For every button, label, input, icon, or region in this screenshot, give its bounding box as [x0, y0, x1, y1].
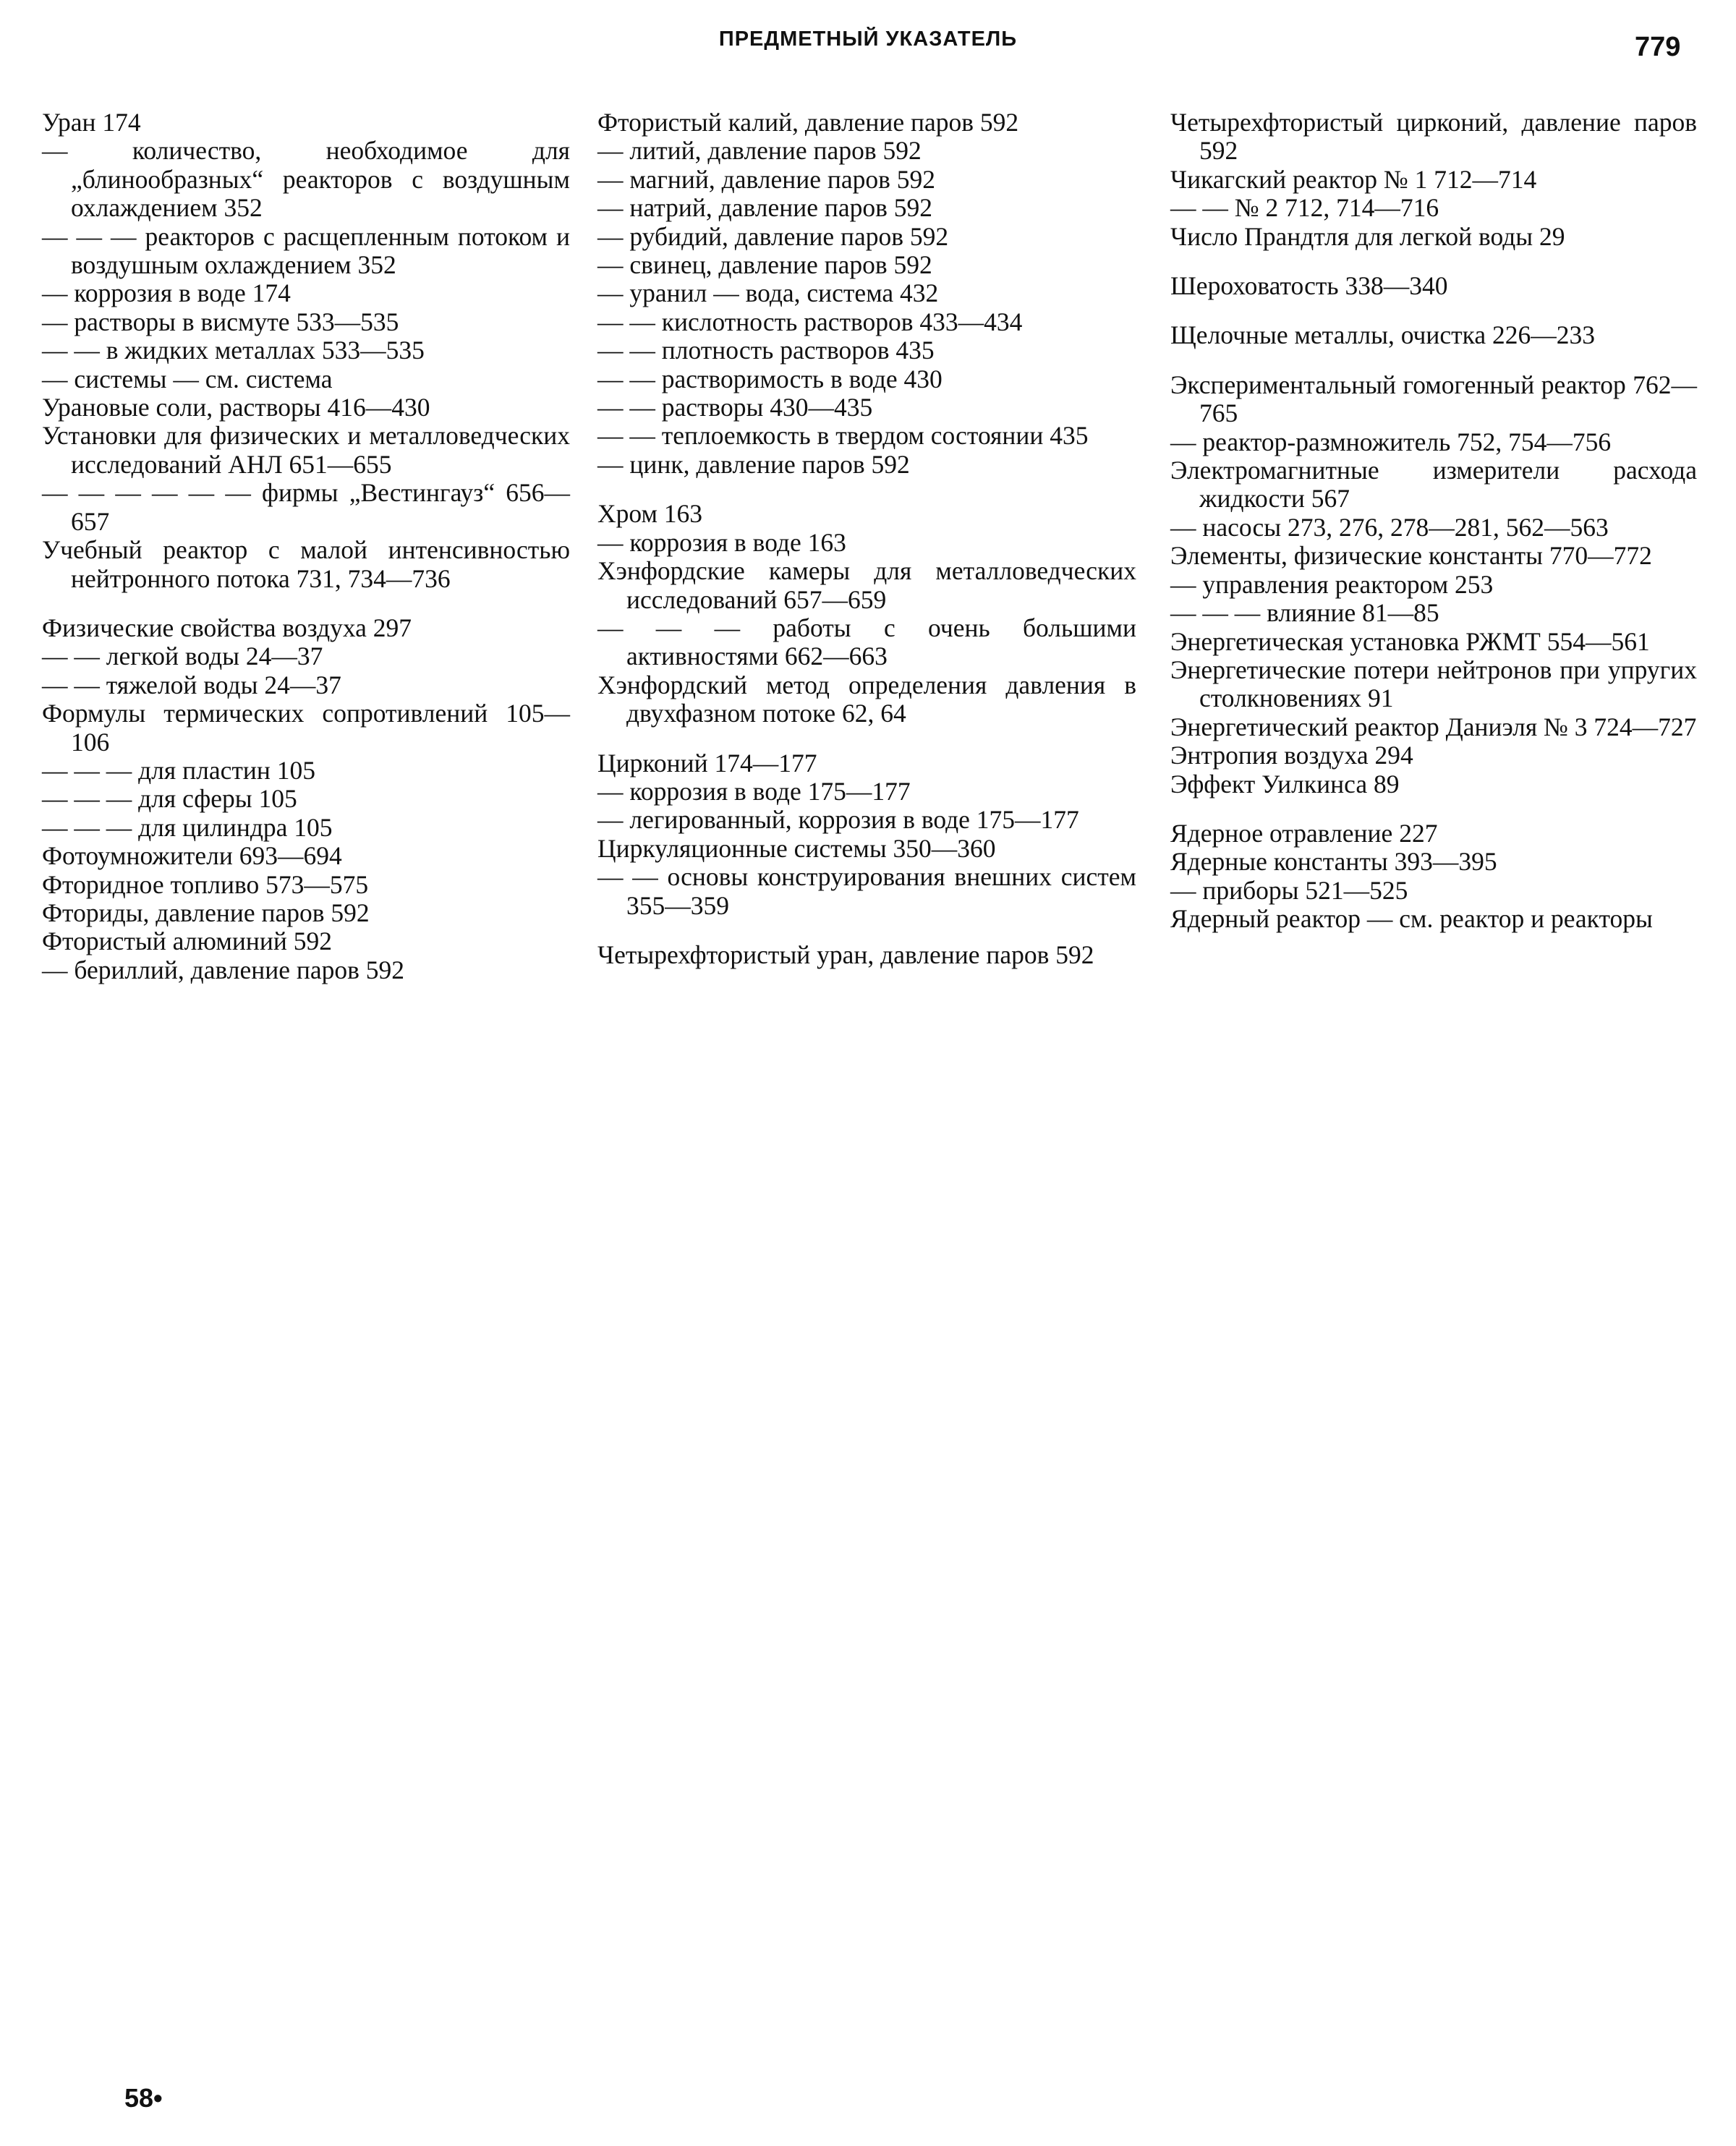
- index-entry: — — — работы с очень большими активностями 662—663: [597, 613, 1136, 671]
- index-entry: — количество, необходимое для „блинообразных“ реакторов с воздушным охлаждением 352: [42, 136, 570, 223]
- index-entry: Уран 174: [42, 108, 141, 137]
- index-entry: Фториды, давление паров 592: [42, 898, 370, 927]
- index-entry: — растворы в висмуте 533—535: [42, 307, 399, 336]
- index-entry: — реактор-размножитель 752, 754—756: [1170, 427, 1612, 456]
- index-entry: Энергетический реактор Даниэля № 3 724—727: [1170, 712, 1697, 741]
- index-entry: Цирконий 174—177: [597, 748, 817, 778]
- index-entry: Эффект Уилкинса 89: [1170, 769, 1400, 799]
- index-entry: — свинец, давление паров 592: [597, 250, 932, 280]
- index-entry: — — — влияние 81—85: [1170, 598, 1439, 628]
- index-entry: Урановые соли, растворы 416—430: [42, 393, 430, 422]
- index-entry: — — № 2 712, 714—716: [1170, 193, 1439, 223]
- index-entry: — управления реактором 253: [1170, 569, 1494, 599]
- index-entry: — легированный, коррозия в воде 175—177: [597, 805, 1079, 835]
- index-entry: Циркуляционные системы 350—360: [597, 833, 996, 863]
- index-column-1: [42, 108, 570, 984]
- index-entry: Хэнфордский метод определения давления в двухфазном потоке 62, 64: [597, 670, 1136, 728]
- index-entry: Фторидное топливо 573—575: [42, 869, 369, 899]
- index-entry: — бериллий, давление паров 592: [42, 955, 405, 984]
- index-entry: — — плотность растворов 435: [597, 336, 935, 365]
- index-column-2: [597, 108, 1136, 969]
- index-entry: Фтористый алюминий 592: [42, 927, 333, 956]
- index-entry: — — кислотность растворов 433—434: [597, 307, 1023, 336]
- index-entry: — магний, давление паров 592: [597, 164, 936, 194]
- index-column-3: [1170, 108, 1697, 934]
- index-entry: Число Прандтля для легкой воды 29: [1170, 221, 1565, 251]
- index-entry: — — растворимость в воде 430: [597, 364, 943, 393]
- index-entry: Фотоумножители 693—694: [42, 841, 342, 871]
- index-entry: Экспериментальный гомогенный реактор 762—765: [1170, 370, 1697, 428]
- index-entry: — — теплоемкость в твердом состоянии 435: [597, 421, 1089, 451]
- index-entry: Чикагский реактор № 1 712—714: [1170, 164, 1537, 194]
- index-entry: Ядерные константы 393—395: [1170, 847, 1497, 877]
- index-entry: Хэнфордские камеры для металловедческих исследований 657—659: [597, 556, 1136, 614]
- index-entry: — — растворы 430—435: [597, 393, 873, 422]
- signature-mark: 58•: [124, 2083, 163, 2113]
- index-entry: — рубидий, давление паров 592: [597, 221, 949, 251]
- index-entry: Установки для физических и металловедческих исследований АНЛ 651—655: [42, 421, 570, 479]
- index-entry: — — тяжелой воды 24—37: [42, 670, 341, 699]
- index-entry: Четырехфтористый цирконий, давление паров 592: [1170, 108, 1697, 166]
- index-entry: Хром 163: [597, 499, 703, 529]
- index-entry: — коррозия в воде 175—177: [597, 776, 911, 806]
- index-entry: Щелочные металлы, очистка 226—233: [1170, 320, 1596, 350]
- index-entry: — — в жидких металлах 533—535: [42, 336, 425, 365]
- index-entry: Ядерное отравление 227: [1170, 818, 1438, 848]
- index-entry: — — — реакторов с расщепленным потоком и воздушным охлаждением 352: [42, 221, 570, 280]
- index-entry: — системы — см. система: [42, 364, 333, 393]
- index-entry: — — основы конструирования внешних систем 355—359: [597, 862, 1136, 920]
- index-entry: Учебный реактор с малой интенсивностью нейтронного потока 731, 734—736: [42, 535, 570, 593]
- index-entry: Элементы, физические константы 770—772: [1170, 541, 1652, 571]
- index-entry: — — — — — — фирмы „Вестингауз“ 656—657: [42, 478, 570, 536]
- index-entry: — насосы 273, 276, 278—281, 562—563: [1170, 512, 1609, 542]
- index-entry: Четырехфтористый уран, давление паров 592: [597, 940, 1094, 969]
- index-entry: — — — для цилиндра 105: [42, 812, 333, 842]
- index-entry: — литий, давление паров 592: [597, 136, 922, 166]
- page-header-title: ПРЕДМЕТНЫЙ УКАЗАТЕЛЬ: [718, 27, 1018, 51]
- index-entry: Ядерный реактор — см. реактор и реакторы: [1170, 904, 1653, 934]
- index-entry: — цинк, давление паров 592: [597, 449, 910, 479]
- index-entry: Формулы термических сопротивлений 105—106: [42, 699, 570, 757]
- index-entry: — — — для сферы 105: [42, 784, 297, 814]
- index-entry: — приборы 521—525: [1170, 875, 1408, 905]
- index-entry: Электромагнитные измерители расхода жидкости 567: [1170, 456, 1697, 514]
- index-entry: Шероховатость 338—340: [1170, 271, 1448, 301]
- index-entry: — — — для пластин 105: [42, 755, 315, 785]
- index-entry: — уранил — вода, система 432: [597, 278, 939, 308]
- index-entry: Энергетическая установка РЖМТ 554—561: [1170, 626, 1650, 656]
- index-entry: — — легкой воды 24—37: [42, 642, 323, 671]
- index-entry: — натрий, давление паров 592: [597, 193, 933, 223]
- index-entry: Фтористый калий, давление паров 592: [597, 108, 1019, 137]
- page-number: 779: [1635, 32, 1681, 62]
- index-entry: Физические свойства воздуха 297: [42, 613, 412, 642]
- index-entry: — коррозия в воде 163: [597, 527, 846, 557]
- index-entry: — коррозия в воде 174: [42, 278, 291, 308]
- index-entry: Энергетические потери нейтронов при упругих столкновениях 91: [1170, 655, 1697, 713]
- index-entry: Энтропия воздуха 294: [1170, 741, 1413, 770]
